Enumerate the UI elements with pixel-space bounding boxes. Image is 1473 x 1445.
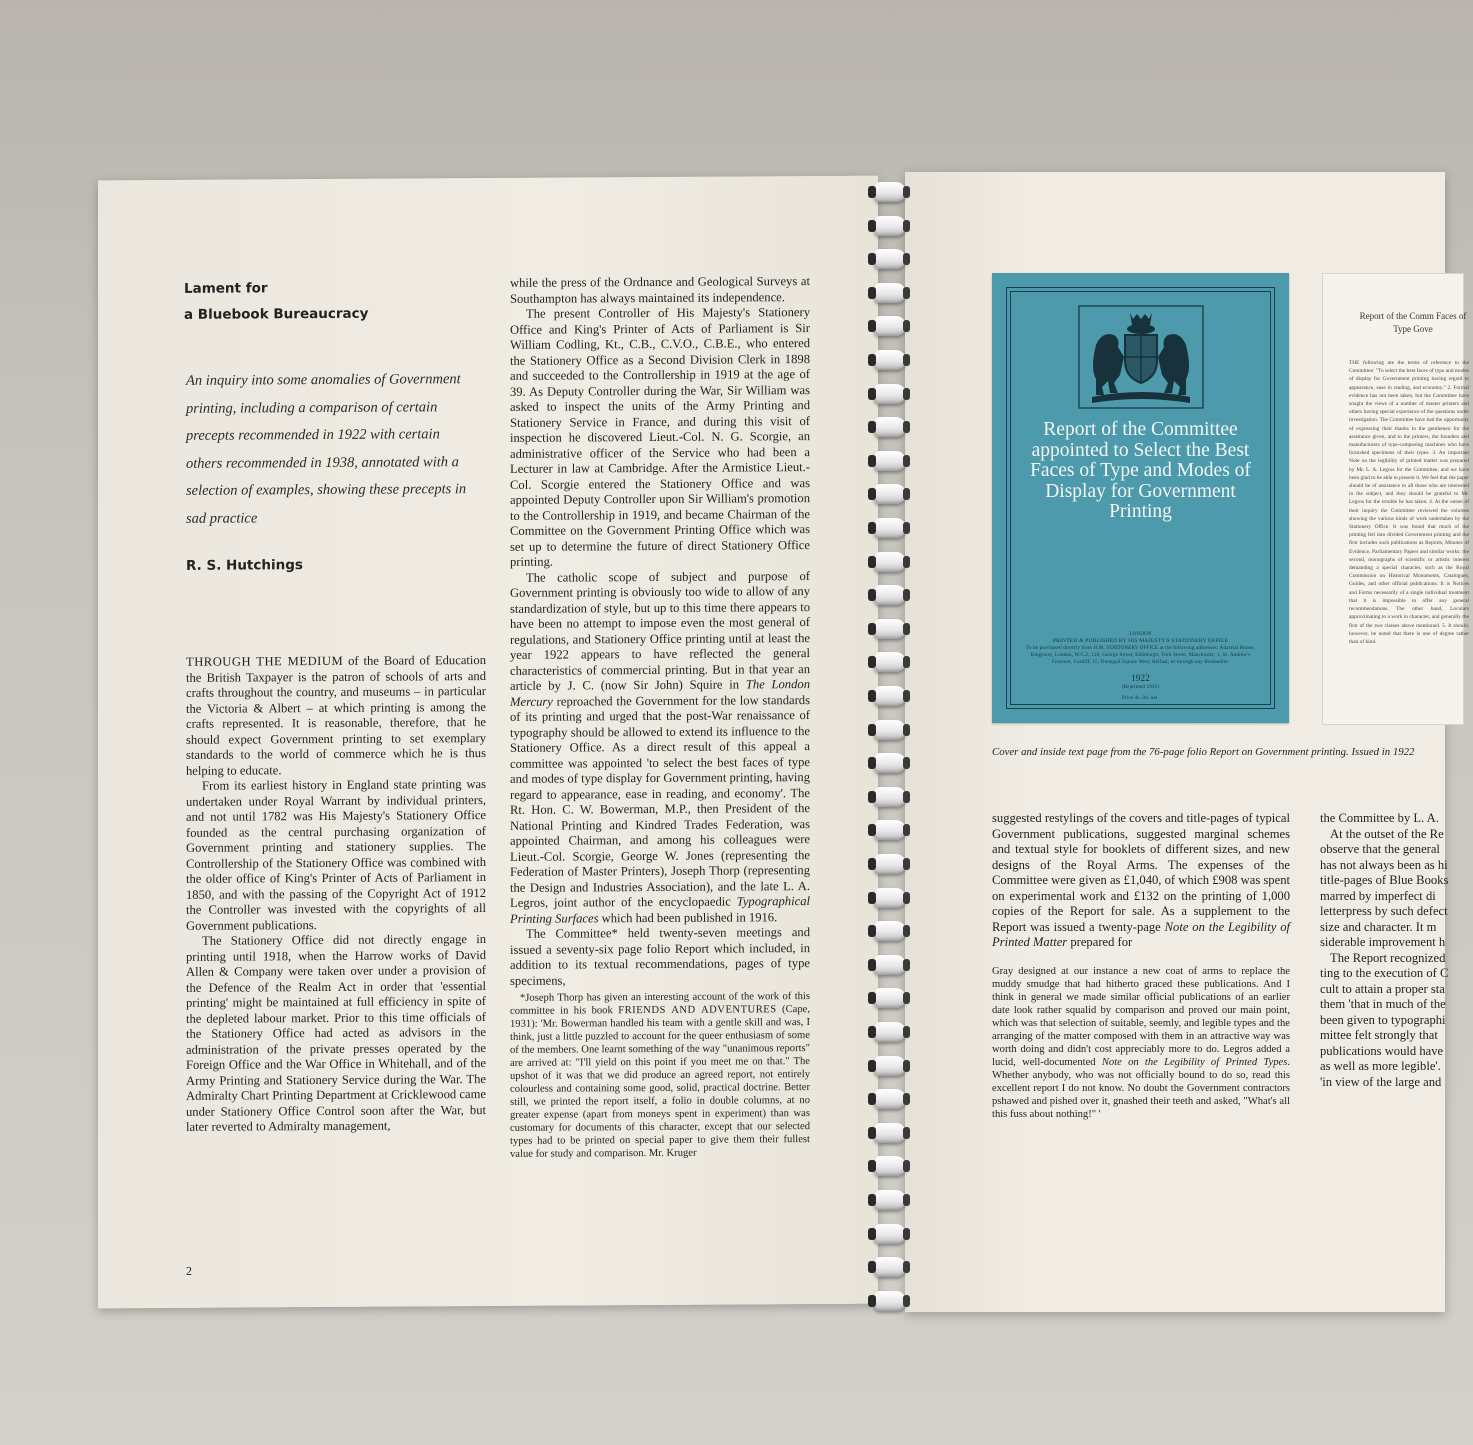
binding-coil [874, 652, 906, 672]
paragraph: The catholic scope of subject and purpose of Government printing is obviously too wide to allow of any standardization of style, but up to this time there appears to have been no attempt to impose even the most general of regulations, and Stationery Office printing until at least the year 1922 appears to have reflected the general characteristics of commercial printing. But in that year an article by J. C. (now Sir John) Squire in The London Mercury reproached the Government for the low standards of its printing and urged that the post-War renaissance of typography should be allowed to extend its influence to the Stationery Office. As a direct result of this appeal a committee was appointed 'to select the best faces of type and modes of type display for Government printing, having regard to appearance, ease in reading, and economy'. The Rt. Hon. C. W. Bowerman, M.P., then President of the National Printing and Kindred Trades Federation, was appointed Chairman, and among his colleagues were Lieut.-Col. Scorgie, George W. Jones (representing the Federation of Master Printers), Joseph Thorp (representing the Design and Industries Association), and the late L. A. Legros, joint author of the encyclopaedic Typographical Printing Surfaces which had been published in 1916. [510, 568, 810, 926]
binding-coil [874, 585, 906, 605]
binding-coil [874, 686, 906, 706]
text-line: size and character. It m [1320, 919, 1437, 934]
binding-coil [874, 955, 906, 975]
binding-coil [874, 350, 906, 370]
text-line: letterpress by such defect [1320, 904, 1448, 918]
text-line: cult to attain a proper sta [1320, 981, 1445, 996]
paragraph: The Committee* held twenty-seven meetings and issued a seventy-six page folio Report which included, in addition to its textual recommendations, pages of type specimens, [510, 925, 810, 988]
binding-coil [874, 720, 906, 740]
paragraph: The present Controller of His Majesty's Stationery Office and King's Printer of Acts of Parliament is Sir William Codling, Kt., C.B., C.V.O., C.B.E., who entered the Stationery Office as a Second Division Clerk in 1898 and succeeded to the Controllership in 1919 at the age of 39. As Deputy Controller during the War, Sir William was asked to inspect the units of the Army Printing and Stationery Service in France, and during this visit of inspection he discovered Lieut.-Col. N. G. Scorgie, an administrative officer of the Service who had been a Lecturer in law at Cambridge. After the Armistice Lieut.-Col. Scorgie entered the Stationery Office and was appointed Deputy Controller upon Sir William's promotion to the Controllership in 1919, and became Chairman of the Committee on the Government Printing Office which was set up to determine the future of direct Stationery Office printing. [510, 305, 810, 569]
text-line: the Committee by L. A. [1320, 811, 1439, 825]
royal-arms-icon [1078, 305, 1204, 409]
text-line: publications would have [1320, 1043, 1444, 1058]
text-line: siderable improvement h [1320, 935, 1446, 949]
report-inside-page-image [1322, 273, 1469, 725]
text-line: them 'that in much of the [1320, 997, 1446, 1011]
binding-coil [874, 384, 906, 404]
lead-in: THROUGH THE MEDIUM [186, 653, 344, 669]
text-line: observe that the general [1320, 842, 1440, 856]
text-line: The Report recognized [1330, 950, 1446, 965]
text-line: been given to typographi [1320, 1012, 1446, 1027]
paragraph: suggested restylings of the covers and title-pages of typical Government publications, suggested marginal schemes and textual style for booklets of different sizes, and new designs of the Royal Arms. The expenses of the Committee were given as £1,040, of which £908 was spent on experimental work and £132 on the printing of 1,000 copies of the Report for sale. As a supplement to the Report was issued a twenty-page Note on the Legibility of Printed Matter prepared for [992, 811, 1291, 949]
binding-coil [874, 787, 906, 807]
column-2 [510, 274, 810, 1161]
text-line: as well as more legible'. [1320, 1059, 1441, 1073]
binding-coil [874, 484, 906, 504]
text-line: marred by imperfect di [1320, 888, 1436, 903]
paragraph: From its earliest history in England state printing was undertaken under Royal Warrant by individual printers, and not until 1782 was His Majesty's Stationery Office founded as the central purchasing organization of Government printing and stationery supplies. The Controllership of the Stationery Office was combined with the older office of King's Printer of Acts of Parliament in 1850, and with the passing of the Copyright Act of 1912 the Controller was invested with the copyrights of all Government publications. [186, 777, 486, 933]
binding-coil [874, 619, 906, 639]
title-line-1: Lament for [184, 280, 268, 297]
binding-coil [874, 518, 906, 538]
left-page [98, 176, 878, 1309]
binding-coil [874, 283, 906, 303]
binding-coil [874, 753, 906, 773]
binding-coil [874, 552, 906, 572]
binding-coil [874, 1257, 906, 1277]
binding-coil [874, 1089, 906, 1109]
right-column-1 [992, 811, 1290, 1121]
binding-coil [874, 1224, 906, 1244]
text-line: ting to the execution of C [1320, 966, 1449, 980]
spiral-binding [860, 170, 922, 1320]
binding-coil [874, 1156, 906, 1176]
binding-coil [874, 182, 906, 202]
binding-coil [874, 988, 906, 1008]
column-2-lines [1320, 811, 1460, 1090]
binding-coil [874, 921, 906, 941]
text-line: 'in view of the large and [1320, 1074, 1442, 1089]
footnote: *Joseph Thorp has given an interesting account of the work of this committee in his book FRIENDS AND ADVENTURES (Cape, 1931): 'Mr. Bowerman handled his team with a gentle skill and was, I think, just a little puzzled to account for the queer enthusiasm of some of the members. One learnt something of the way "unanimous reports" are arrived at: "I'll yield on this point if you meet me on that." The upshot of it was that we did produce an agreed report, not entirely colourless and containing some good, solid, practical doctrine. Better still, we printed the report itself, a folio in double columns, at no greater expense (apart from moneys spent in experiment) than was customary for documents of this character, except that our selected types had to be printed on special paper to give them their fullest value for study and comparison. Mr. Kruger [510, 991, 810, 1160]
report-cover-image [992, 273, 1289, 723]
text-line: mittee felt strongly that [1320, 1028, 1438, 1042]
binding-coil [874, 888, 906, 908]
paragraph: THROUGH THE MEDIUM of the Board of Education the British Taxpayer is the patron of schools of arts and crafts throughout the country, and museums – in particular the Victoria & Albert – at which printing is among the crafts represented. It is reasonable, therefore, that he should expect Government printing to set exemplary standards to the world of commerce which he is thus helping to educate. [186, 653, 486, 778]
binding-coil [874, 1291, 906, 1311]
inside-page-text: THE following are the terms of reference to the Committee: "To select the best faces of type and modes of display for Government printing having regard to appearance, ease in reading, and economy." 2. Formal evidence has not been taken, but the Committee have sought the views of a number of master printers and others having special experience of the questions under investigation. The Committee have had the opportunity of expressing their thanks to the gentlemen for the assistance given, and to the printers, the founders and manufacturers of type-composing machines who have furnished specimens of their types. 3. An important Note on the legibility of printed matter was prepared by Mr. L. A. Legros for the Committee, and we have been glad to be able to present it. We feel that the paper should be of assistance to all those who are interested in the subject, and they should be grateful to Mr. Legros for the trouble he has taken. 4. At the outset of their inquiry the Committee reviewed the volumes showing the various kinds of work undertaken by the Stationery Office. It was found that much of the printing fell into divided Government printing and the first includes such publications as Reports, Minutes of Evidence, Parliamentary Papers and similar works; the second, monographs of scientific or artistic interest demanding a special character, such as the Royal Commission on Historical Monuments, Catalogues, Guides, and other official publications. It is Notices and Forms necessarily of a single individual treatment that it is impossible to offer any general recommendations. The other band, Loculars approximating to a work in character, and generally the first of the two classes above mentioned. 5. It should, however, be noted that there is one of degree rather than of kind. [1349, 360, 1469, 645]
title-line-2: a Bluebook Bureaucracy [184, 305, 369, 323]
binding-coil [874, 316, 906, 336]
figure-caption: Cover and inside text page from the 76-page folio Report on Government printing. Issued in 1922 [992, 746, 1415, 758]
binding-coil [874, 1056, 906, 1076]
right-column-2 [1320, 811, 1460, 1090]
binding-coil [874, 417, 906, 437]
binding-coil [874, 1022, 906, 1042]
binding-coil [874, 216, 906, 236]
paragraph: while the press of the Ordnance and Geological Surveys at Southampton has always maintained its independence. [510, 274, 810, 306]
cover-title: Report of the Committee appointed to Select the Best Faces of Type and Modes of Display for Government Printing [1030, 419, 1251, 522]
text-line: At the outset of the Re [1330, 826, 1444, 841]
article-subtitle: An inquiry into some anomalies of Government printing, including a comparison of certain precepts recommended in 1922 with certain others recommended in 1938, annotated with a selection of examples, showing these precepts in sad practice [186, 371, 467, 527]
article-title [184, 274, 444, 328]
text-line: title-pages of Blue Books [1320, 873, 1449, 887]
page-number: 2 [186, 1263, 192, 1278]
binding-coil [874, 1190, 906, 1210]
column-1 [186, 653, 486, 1135]
quotation: Gray designed at our instance a new coat of arms to replace the muddy smudge that had hitherto graced these publications. And I think in general we made similar official publications of an earlier date look rather squalid by comparison and proved our main point, which was that selection of suitable, seemly, and legible types and the arranging of the matter composed with them in an attractive way was worth doing and didn't cost appreciably more to do. Legros added a lucid, well-documented Note on the Legibility of Printed Types. Whether anybody, who was not officially bound to do so, read this excellent report I do not know. No doubt the Government contractors pshawed and pished over it, gnashed their teeth and asked, "What's all this fuss about nothing!" ' [992, 965, 1290, 1120]
author-name: R. S. Hutchings [186, 557, 303, 574]
binding-coil [874, 1123, 906, 1143]
text-line: has not always been as hi [1320, 857, 1448, 872]
paragraph: The Stationery Office did not directly engage in printing until 1918, when the Harrow works of David Allen & Company were taken over under a provision of the Defence of the Realm Act in order that 'essential printing' might be maintained at full efficiency in spite of the depleted labour market. Prior to this time officials of the Stationery Office had acted as advisors in the administration of the private presses operated by the Foreign Office and the War Office in Whitehall, and of the Army Printing and Stationery Service during the War. The Admiralty Chart Printing Department at Cricklewood came under Stationery Office Control soon after the War, but later reverted to Admiralty management, [186, 932, 486, 1134]
binding-coil [874, 854, 906, 874]
cover-imprint: LONDON PRINTED & PUBLISHED BY HIS MAJESTY'S STATIONERY OFFICE To be purchased directly from H.M. STATIONERY OFFICE at the following addresses: Adastral House, Kingsway, London, W.C.2; 120, George Street, Edinburgh; York Street, Manchester; 1, St. Andrew's Crescent, Cardiff; 15, Donegall Square West, Belfast; or through any Bookseller. 1922 (Reprinted 1931) Price 4s. 0d. net. [1026, 632, 1255, 701]
binding-coil [874, 451, 906, 471]
binding-coil [874, 820, 906, 840]
binding-coil [874, 249, 906, 269]
inside-page-title: Report of the Comm Faces of Type Gove [1359, 311, 1467, 334]
